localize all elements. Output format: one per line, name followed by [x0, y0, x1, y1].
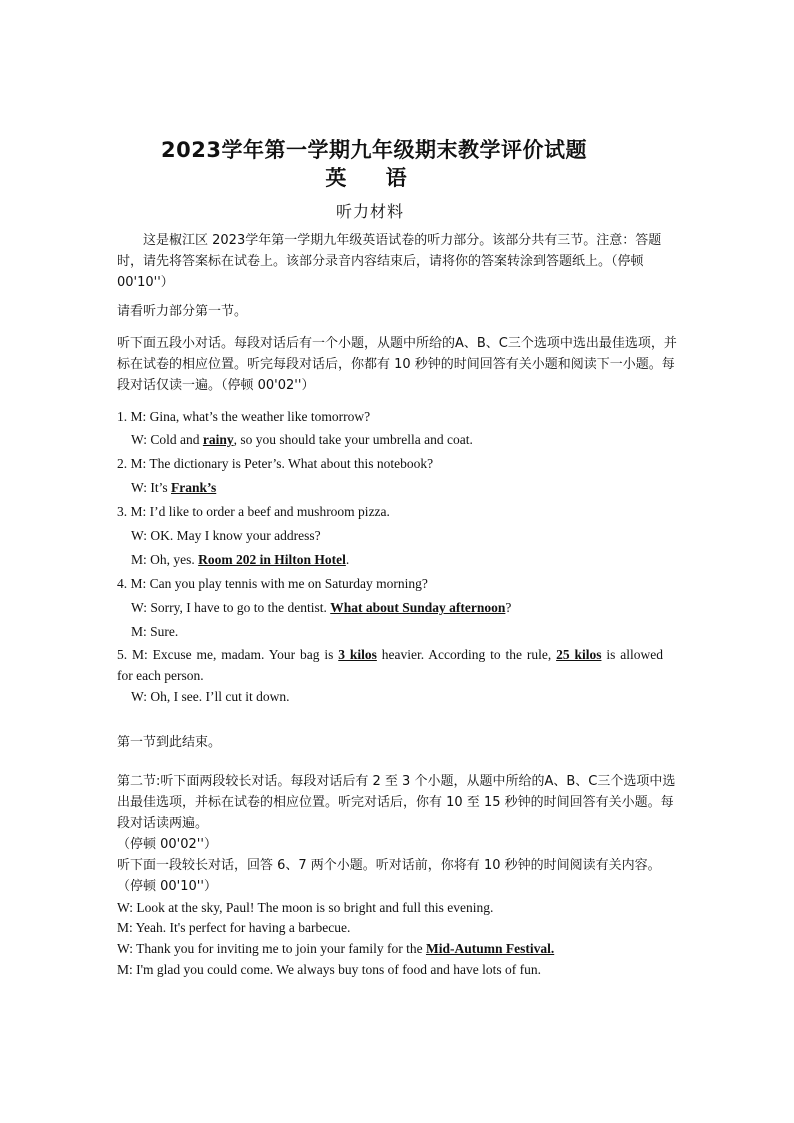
dialogue-1-woman — [131, 431, 473, 449]
dialogue-3-man: 3. M: I’d like to order a beef and mushroom pizza. — [117, 504, 390, 519]
part2-instructions: 第二节:听下面两段较长对话。每段对话后有 2 至 3 个小题，从题中所给的A、B、C三个选项中选出最佳选项，并标在试卷的相应位置。听完对话后，你有 10 至 15 秒钟的时间回答有关小题。每段对话读两遍。 — [117, 774, 676, 831]
part2-lead: 听下面一段较长对话，回答 6、7 两个小题。听对话前，你将有 10 秒钟的时间阅读有关内容。 — [117, 858, 661, 873]
text: W: It’s — [131, 480, 171, 495]
text: W: Sorry, I have to go to the dentist. — [131, 600, 331, 615]
dialogue-5-woman: W: Oh, I see. I’ll cut it down. — [131, 689, 290, 704]
text: , so you should take your umbrella and coat. — [233, 432, 473, 447]
dialogue-2-woman — [131, 479, 216, 497]
text: W: Cold and — [131, 432, 203, 447]
conversation-line-2: M: Yeah. It's perfect for having a barbecue. — [117, 920, 351, 935]
intro-paragraph: 这是椒江区 2023学年第一学期九年级英语试卷的听力部分。该部分共有三节。注意：答题时，请先将答案标在试卷上。该部分录音内容结束后，请将你的答案转涂到答题纸上。（停顿 00'10''） — [117, 233, 662, 290]
dialogue-4-man: 4. M: Can you play tennis with me on Saturday morning? — [117, 576, 428, 591]
dialogue-2-man: 2. M: The dictionary is Peter’s. What about this notebook? — [117, 456, 434, 471]
text: 5. M: Excuse me, madam. Your bag is — [117, 647, 339, 662]
subject-title: 英 语 — [325, 166, 423, 190]
text: is allowed — [601, 647, 663, 662]
answer-2: Frank’s — [171, 480, 217, 495]
part1-start: 请看听力部分第一节。 — [117, 304, 248, 319]
exam-title: 2023学年第一学期九年级期末教学评价试题 — [161, 138, 587, 162]
conversation-line-3 — [117, 940, 554, 958]
text: heavier. According to the rule, — [376, 647, 557, 662]
conversation-line-1: W: Look at the sky, Paul! The moon is so bright and full this evening. — [117, 900, 494, 915]
part1-instructions: 听下面五段小对话。每段对话后有一个小题，从题中所给的A、B、C三个选项中选出最佳选项，并标在试卷的相应位置。听完每段对话后，你都有 10 秒钟的时间回答有关小题和阅读下一小题。每段对话仅读一遍。（停顿 00'02''） — [117, 336, 677, 393]
dialogue-5-man-cont: for each person. — [117, 668, 204, 683]
part1-end: 第一节到此结束。 — [117, 735, 222, 750]
dialogue-5-man — [117, 646, 663, 664]
text: ? — [505, 600, 512, 615]
answer-1: rainy — [202, 432, 234, 447]
dialogue-1-man: 1. M: Gina, what’s the weather like tomorrow? — [117, 409, 371, 424]
text: M: Oh, yes. — [131, 552, 199, 567]
part2-pause-1: （停顿 00'02''） — [117, 837, 217, 852]
conversation-line-4: M: I'm glad you could come. We always buy tons of food and have lots of fun. — [117, 962, 542, 977]
dialogue-4-woman — [131, 599, 511, 617]
dialogue-3-woman: W: OK. May I know your address? — [131, 528, 321, 543]
section-title: 听力材料 — [335, 202, 404, 221]
answer-festival: Mid-Autumn Festival. — [425, 941, 555, 956]
text: W: Thank you for inviting me to join your family for the — [117, 941, 426, 956]
answer-5b: 25 kilos — [556, 647, 602, 662]
dialogue-3-man-2 — [131, 551, 349, 569]
dialogue-4-man-2: M: Sure. — [131, 624, 179, 639]
part2-pause-2: （停顿 00'10''） — [117, 879, 217, 894]
text: . — [345, 552, 350, 567]
answer-5a: 3 kilos — [338, 647, 377, 662]
answer-4: What about Sunday afternoon — [330, 600, 506, 615]
answer-3: Room 202 in Hilton Hotel — [198, 552, 346, 567]
